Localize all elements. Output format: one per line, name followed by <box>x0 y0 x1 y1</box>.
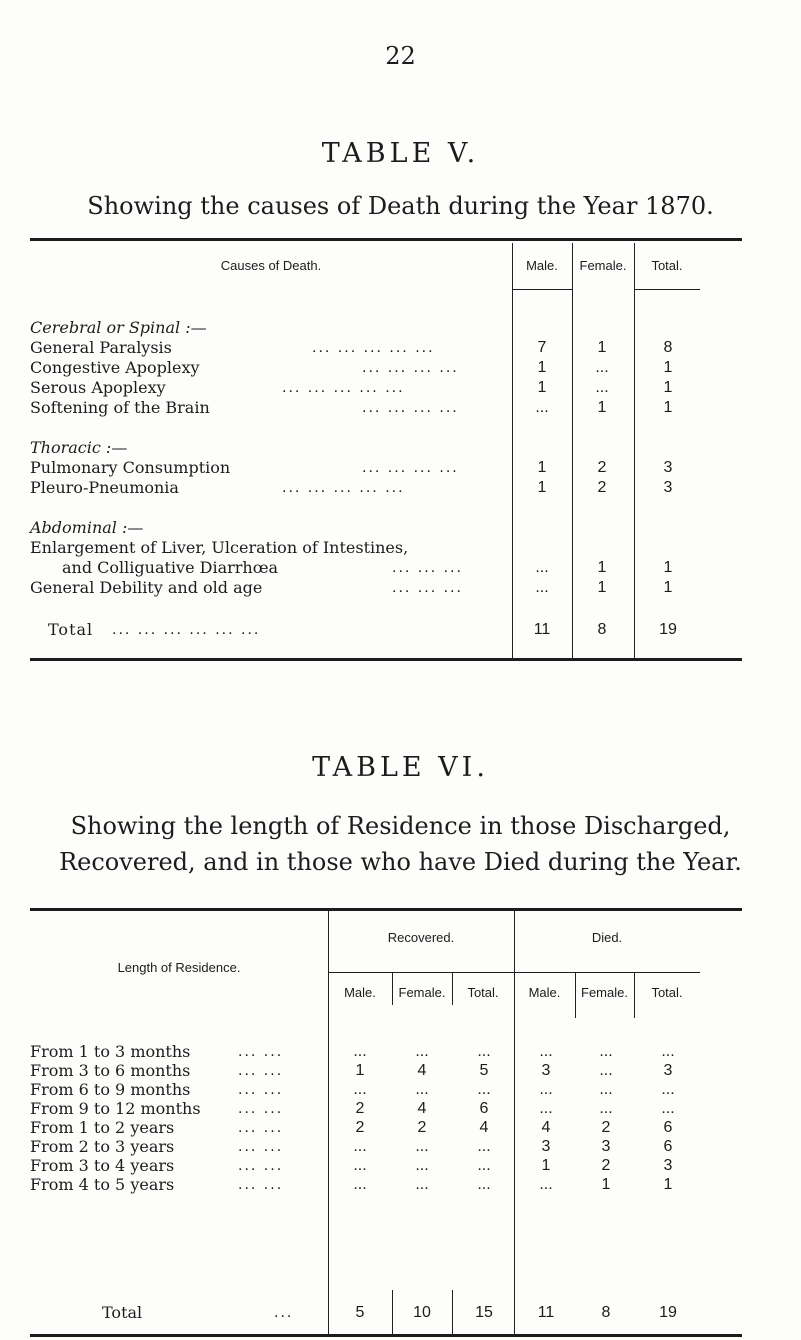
row-label: General Paralysis <box>30 338 172 357</box>
table-6-heading: TABLE VI. <box>312 752 489 783</box>
leader-dots: ... ... <box>238 1082 284 1098</box>
col-header-female: Female. <box>579 258 627 273</box>
recovered-female: ... <box>415 1043 429 1060</box>
table-6-header-rule <box>328 972 514 973</box>
died-female: 3 <box>601 1138 611 1155</box>
male-value: 7 <box>537 339 547 356</box>
row-label: From 3 to 6 months <box>30 1061 191 1080</box>
group-header-recovered: Recovered. <box>387 930 455 945</box>
died-female: ... <box>599 1062 613 1079</box>
leader-dots: ... ... <box>238 1120 284 1136</box>
died-male: 4 <box>541 1119 551 1136</box>
col-header-male: Male. <box>526 258 558 273</box>
died-male: ... <box>539 1100 553 1117</box>
row-label: From 9 to 12 months <box>30 1099 201 1118</box>
table-row <box>30 578 710 598</box>
leader-dots: ... ... <box>238 1101 284 1117</box>
leader-dots: ... ... ... <box>392 560 463 576</box>
female-value: 1 <box>597 579 607 596</box>
died-male: 1 <box>541 1157 551 1174</box>
category-label: Cerebral or Spinal :— <box>30 318 207 337</box>
col-header-died-total: Total. <box>651 985 683 1000</box>
total-value: 3 <box>663 479 673 496</box>
female-value: ... <box>595 379 609 396</box>
female-value: 2 <box>597 459 607 476</box>
leader-dots: ... ... ... ... <box>362 360 459 376</box>
died-total: 6 <box>663 1119 673 1136</box>
page-number: 22 <box>385 42 416 70</box>
row-label: From 1 to 3 months <box>30 1042 191 1061</box>
leader-dots: ... ... ... ... ... ... <box>112 622 261 638</box>
male-value: 1 <box>537 379 547 396</box>
died-total: 3 <box>663 1157 673 1174</box>
leader-dots: ... ... ... <box>392 580 463 596</box>
recovered-total: 4 <box>479 1119 489 1136</box>
total-value: 1 <box>663 579 673 596</box>
row-label: Pleuro-Pneumonia <box>30 478 179 497</box>
died-female-total: 8 <box>601 1304 611 1321</box>
recovered-total: ... <box>477 1176 491 1193</box>
died-female: ... <box>599 1081 613 1098</box>
col-header-recovered-female: Female. <box>398 985 446 1000</box>
table-row <box>30 1099 730 1119</box>
died-male-total: 11 <box>537 1304 555 1321</box>
male-value: ... <box>535 559 549 576</box>
table-6-subtitle: Showing the length of Residence in those Discharged, Recovered, and in those who have Died during the Year. <box>59 812 742 876</box>
recovered-male: ... <box>353 1081 367 1098</box>
table-row <box>30 1118 730 1138</box>
row-label: Total <box>102 1303 143 1322</box>
table-row <box>30 1080 730 1100</box>
table-row <box>30 1156 730 1176</box>
leader-dots: ... ... <box>238 1177 284 1193</box>
table-6-bottom-rule <box>30 1334 742 1337</box>
row-label: Softening of the Brain <box>30 398 210 417</box>
died-female: ... <box>599 1043 613 1060</box>
female-value: 2 <box>597 479 607 496</box>
category-label: Abdominal :— <box>30 518 144 537</box>
table-row <box>30 1175 730 1195</box>
recovered-total: ... <box>477 1043 491 1060</box>
table-row <box>30 338 710 358</box>
row-label: Congestive Apoplexy <box>30 358 200 377</box>
recovered-total: ... <box>477 1157 491 1174</box>
female-value: ... <box>595 359 609 376</box>
died-total: ... <box>661 1043 675 1060</box>
leader-dots: ... ... ... ... ... <box>282 380 405 396</box>
col-header-causes: Causes of Death. <box>220 258 322 273</box>
male-value: ... <box>535 579 549 596</box>
died-male: 3 <box>541 1062 551 1079</box>
leader-dots: ... <box>274 1305 294 1321</box>
died-grand-total: 19 <box>659 1304 677 1321</box>
died-total: ... <box>661 1100 675 1117</box>
died-female: 1 <box>601 1176 611 1193</box>
table-row <box>30 378 710 398</box>
total-value: 3 <box>663 459 673 476</box>
table-row <box>30 398 710 418</box>
male-value: ... <box>535 399 549 416</box>
recovered-male: 1 <box>355 1062 365 1079</box>
table-row <box>30 538 710 558</box>
recovered-male: ... <box>353 1157 367 1174</box>
recovered-female: 4 <box>417 1100 427 1117</box>
leader-dots: ... ... ... ... ... <box>312 340 435 356</box>
col-header-recovered-total: Total. <box>467 985 499 1000</box>
col-header-length: Length of Residence. <box>117 960 241 975</box>
leader-dots: ... ... <box>238 1044 284 1060</box>
total-row <box>30 1303 730 1323</box>
male-value: 1 <box>537 459 547 476</box>
male-value: 1 <box>537 359 547 376</box>
table-6-top-rule <box>30 908 742 911</box>
recovered-female: 4 <box>417 1062 427 1079</box>
recovered-grand-total: 15 <box>475 1304 493 1321</box>
table-5-subtitle: Showing the causes of Death during the Year 1870. <box>87 192 714 220</box>
table-5-heading: TABLE V. <box>321 138 480 169</box>
table-5-bottom-rule <box>30 658 742 661</box>
row-label: Serous Apoplexy <box>30 378 166 397</box>
total-value: 1 <box>663 399 673 416</box>
col-header-recovered-male: Male. <box>344 985 376 1000</box>
table-row <box>30 478 710 498</box>
recovered-female: ... <box>415 1176 429 1193</box>
table-row <box>30 458 710 478</box>
female-value: 1 <box>597 339 607 356</box>
recovered-total: ... <box>477 1081 491 1098</box>
died-male: ... <box>539 1043 553 1060</box>
male-value: 1 <box>537 479 547 496</box>
row-label: Pulmonary Consumption <box>30 458 231 477</box>
category-label: Thoracic :— <box>30 438 128 457</box>
leader-dots: ... ... <box>238 1139 284 1155</box>
died-male: ... <box>539 1176 553 1193</box>
table-5-top-rule <box>30 238 742 241</box>
col-header-total: Total. <box>651 258 683 273</box>
died-female: 2 <box>601 1157 611 1174</box>
died-total: 6 <box>663 1138 673 1155</box>
row-label: Total <box>48 620 94 639</box>
total-value: 1 <box>663 359 673 376</box>
recovered-female: ... <box>415 1157 429 1174</box>
recovered-male-total: 5 <box>355 1304 365 1321</box>
row-label: From 1 to 2 years <box>30 1118 175 1137</box>
recovered-female: ... <box>415 1138 429 1155</box>
col-header-died-male: Male. <box>528 985 561 1000</box>
recovered-female: 2 <box>417 1119 427 1136</box>
female-value: 1 <box>597 559 607 576</box>
recovered-total: 5 <box>479 1062 489 1079</box>
row-label: General Debility and old age <box>30 578 263 597</box>
died-total: ... <box>661 1081 675 1098</box>
died-total: 1 <box>663 1176 673 1193</box>
row-label: and Colliguative Diarrhœa <box>62 558 279 577</box>
row-label: From 6 to 9 months <box>30 1080 191 1099</box>
died-female: ... <box>599 1100 613 1117</box>
died-male: ... <box>539 1081 553 1098</box>
died-female: 2 <box>601 1119 611 1136</box>
recovered-male: 2 <box>355 1119 365 1136</box>
male-total: 11 <box>533 621 551 638</box>
leader-dots: ... ... <box>238 1063 284 1079</box>
grand-total: 19 <box>659 621 677 638</box>
recovered-total: 6 <box>479 1100 489 1117</box>
recovered-male: ... <box>353 1138 367 1155</box>
recovered-male: 2 <box>355 1100 365 1117</box>
total-value: 1 <box>663 379 673 396</box>
female-value: 1 <box>597 399 607 416</box>
table-row <box>30 1061 730 1081</box>
table-row <box>30 1137 730 1157</box>
group-header-died: Died. <box>591 930 623 945</box>
table-row <box>30 358 710 378</box>
row-label: Enlargement of Liver, Ulceration of Intestines, <box>30 538 409 557</box>
recovered-male: ... <box>353 1043 367 1060</box>
table-row <box>30 1042 730 1062</box>
table-row <box>30 558 710 578</box>
died-total: 3 <box>663 1062 673 1079</box>
table-5-header-rule <box>512 289 573 290</box>
row-label: From 4 to 5 years <box>30 1175 175 1194</box>
leader-dots: ... ... ... ... <box>362 400 459 416</box>
recovered-total: ... <box>477 1138 491 1155</box>
col-header-died-female: Female. <box>581 985 628 1000</box>
recovered-female: ... <box>415 1081 429 1098</box>
total-value: 1 <box>663 559 673 576</box>
female-total: 8 <box>597 621 607 638</box>
leader-dots: ... ... <box>238 1158 284 1174</box>
died-male: 3 <box>541 1138 551 1155</box>
recovered-male: ... <box>353 1176 367 1193</box>
leader-dots: ... ... ... ... ... <box>282 480 405 496</box>
recovered-female-total: 10 <box>413 1304 431 1321</box>
total-value: 8 <box>663 339 673 356</box>
table-6-header-rule <box>514 972 700 973</box>
total-row <box>30 620 710 640</box>
row-label: From 2 to 3 years <box>30 1137 175 1156</box>
leader-dots: ... ... ... ... <box>362 460 459 476</box>
table-5-header-rule <box>634 289 700 290</box>
row-label: From 3 to 4 years <box>30 1156 175 1175</box>
